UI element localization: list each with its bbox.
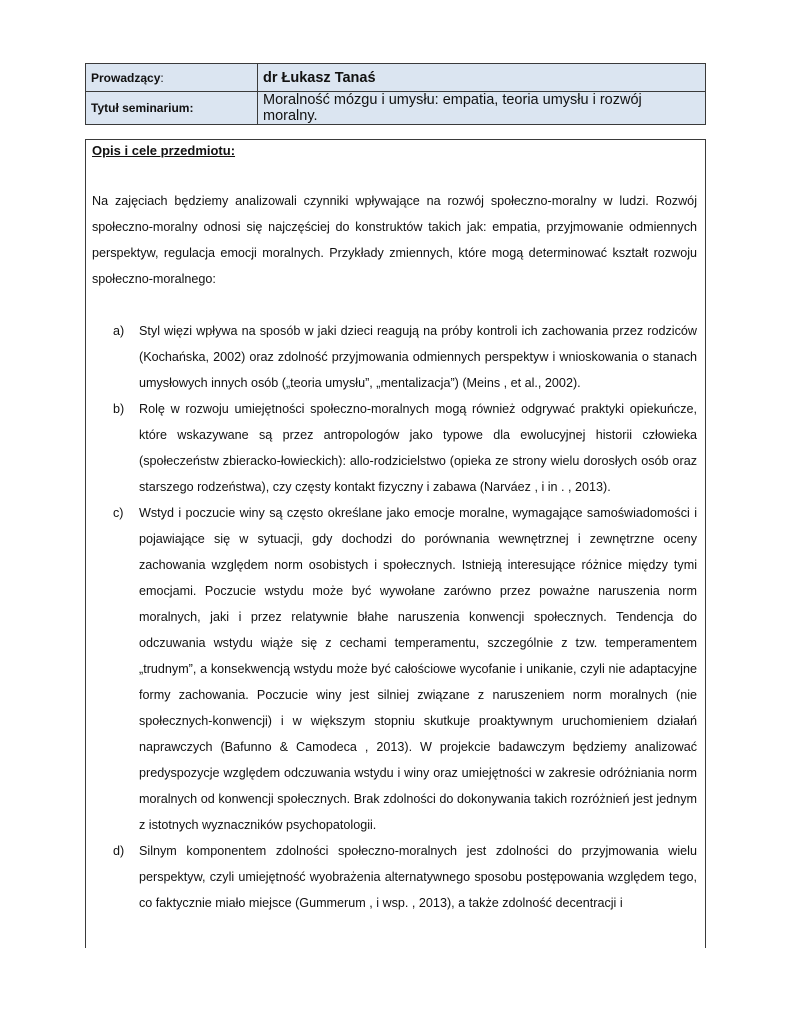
instructor-row (86, 64, 706, 92)
list-item-marker: c) (113, 506, 124, 520)
list-item-marker: d) (113, 844, 125, 858)
list-item-text: Styl więzi wpływa na sposób w jaki dzieci reagują na próby kontroli ich zachowania przez rodziców (Kochańska, 2002) oraz zdolność przyjmowania odmiennych perspektyw i wnioskowania o stanach umysłowych innych osób („teoria umysłu”, „mentalizacja”) (Meins , et al., 2002). (139, 324, 697, 390)
course-description-box (85, 139, 706, 948)
variables-list (92, 318, 697, 916)
list-item (92, 318, 697, 396)
list-item (92, 396, 697, 500)
intro-paragraph: Na zajęciach będziemy analizowali czynniki wpływające na rozwój społeczno-moralny w ludzi. Rozwój społeczno-moralny odnosi się najczęściej do konstruktów takich jak: empatia, przyjmowanie odmiennych perspektyw, regulacja emocji moralnych. Przykłady zmiennych, które mogą determinować kształt rozwoju społeczno-moralnego: (92, 194, 697, 286)
list-item-marker: b) (113, 402, 125, 416)
instructor-label: Prowadzący (91, 70, 161, 85)
instructor-label-cell (86, 64, 258, 92)
seminar-title-label: Tytuł seminarium: (86, 92, 258, 125)
list-item-marker: a) (113, 324, 125, 338)
instructor-name: dr Łukasz Tanaś (258, 64, 706, 92)
list-item-text: Wstyd i poczucie winy są często określane jako emocje moralne, wymagające samoświadomości i pojawiające się w sytuacji, gdy dochodzi do porównania wewnętrznej i zewnętrzne oceny zachowania względem norm osobistych i społecznych. Istnieją interesujące różnice między tymi emocjami. Poczucie wstydu może być wywołane zarówno przez poważne naruszenia norm moralnych, jaki i przez relatywnie błahe naruszenia konwencji społecznych. Tendencja do odczuwania wstydu wiąże się z cechami temperamentu, szczególnie z tzw. temperamentem „trudnym”, a konsekwencją wstydu może być całościowe wycofanie i unikanie, czyli nie adaptacyjne formy zachowania. Poczucie winy jest silniej związane z naruszeniem norm moralnych (nie społecznych-konwencji) i w większym stopniu skutkuje proaktywnym uruchomieniem działań naprawczych (Bafunno & Camodeca , 2013). W projekcie badawczym będziemy analizować predyspozycje względem odczuwania wstydu i winy oraz umiejętności w zakresie odróżniania norm moralnych od konwencji społecznych. Brak zdolności do dokonywania takich rozróżnień jest jednym z istotnych wyznaczników psychopatologii. (139, 506, 697, 832)
seminar-title-value: Moralność mózgu i umysłu: empatia, teoria umysłu i rozwój moralny. (258, 92, 706, 125)
section-title: Opis i cele przedmiotu: (92, 143, 236, 158)
list-item-text: Silnym komponentem zdolności społeczno-moralnych jest zdolności do przyjmowania wielu perspektyw, czyli umiejętność wyobrażenia alternatywnego sposobu postępowania względem tego, co faktycznie miało miejsce (Gummerum , i wsp. , 2013), a także zdolność decentracji i (139, 844, 697, 910)
instructor-label-colon: : (160, 70, 164, 85)
course-header-table (85, 63, 706, 125)
list-item-text: Rolę w rozwoju umiejętności społeczno-moralnych mogą również odgrywać praktyki opiekuńcze, które wskazywane są przez antropologów jako typowe dla ewolucyjnej historii człowieka (społeczeństw zbieracko-łowieckich): allo-rodzicielstwo (opieka ze strony wielu dorosłych osób oraz starszego rodzeństwa), czy częsty kontakt fizyczny i zabawa (Narváez , i in . , 2013). (139, 402, 697, 494)
seminar-title-row (86, 92, 706, 125)
list-item (92, 838, 697, 916)
list-item (92, 500, 697, 838)
